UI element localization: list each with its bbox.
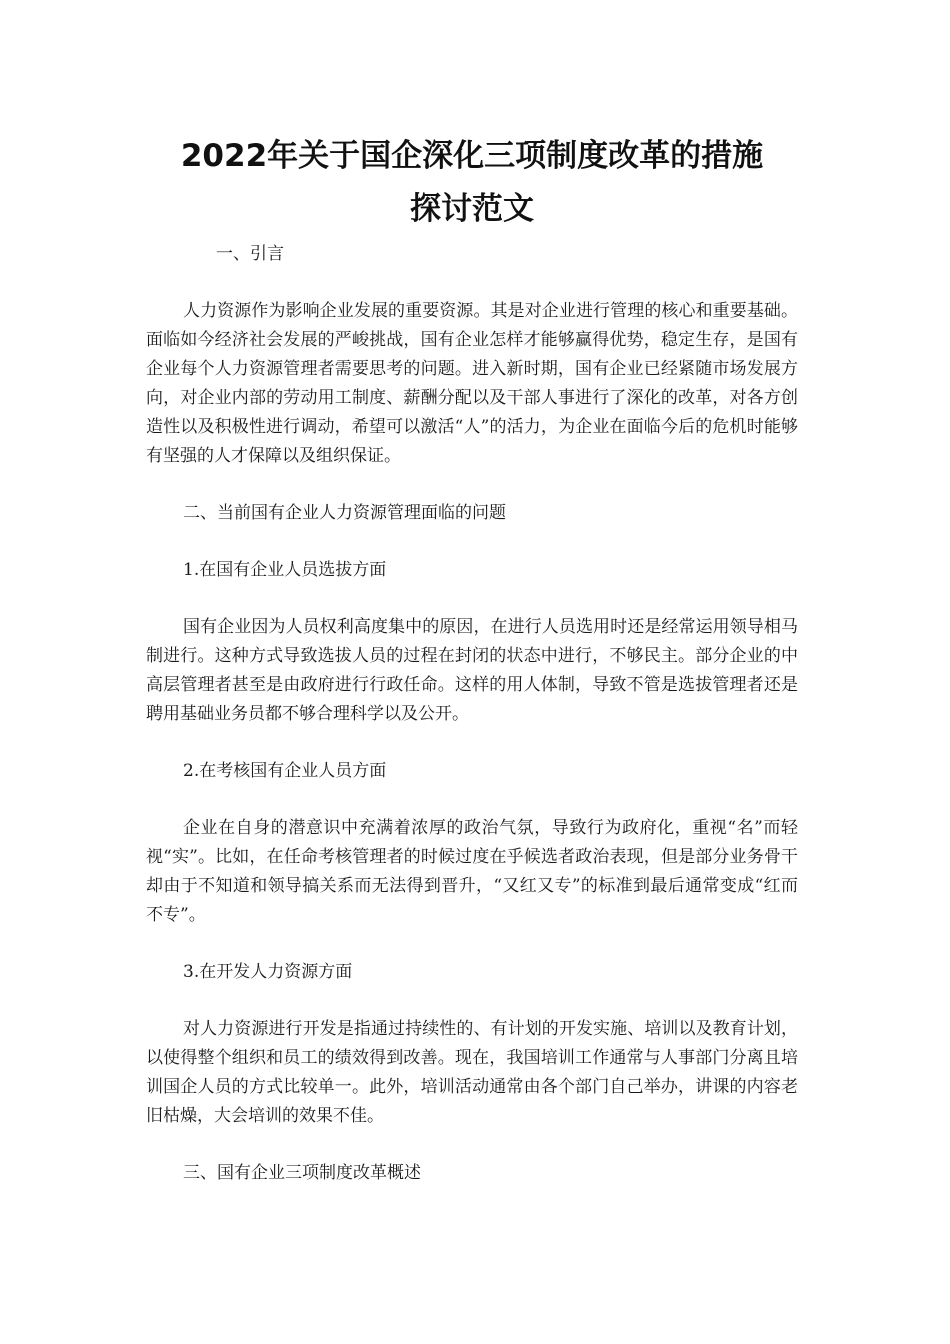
paragraph-selection: 国有企业因为人员权利高度集中的原因，在进行人员选用时还是经常运用领导相马制进行。这种方式导致选拔人员的过程在封闭的状态中进行，不够民主。部分企业的中高层管理者甚至是由政府进行行政任命。这样的用人体制，导致不管是选拔管理者还是聘用基础业务员都不够合理科学以及公开。 <box>146 617 798 724</box>
section-heading-problems: 二、当前国有企业人力资源管理面临的问题 <box>183 503 506 523</box>
title-line-1: 2022年关于国企深化三项制度改革的措施 <box>180 138 764 174</box>
document-page <box>146 130 798 1188</box>
subheading-development: 3.在开发人力资源方面 <box>183 962 353 982</box>
paragraph-intro: 人力资源作为影响企业发展的重要资源。其是对企业进行管理的核心和重要基础。面临如今经济社会发展的严峻挑战，国有企业怎样才能够赢得优势，稳定生存，是国有企业每个人力资源管理者需要思考的问题。进入新时期，国有企业已经紧随市场发展方向，对企业内部的劳动用工制度、薪酬分配以及干部人事进行了深化的改革，对各方创造性以及积极性进行调动，希望可以激活“人”的活力，为企业在面临今后的危机时能够有坚强的人才保障以及组织保证。 <box>146 301 798 466</box>
section-heading-intro: 一、引言 <box>216 244 284 264</box>
subheading-assessment: 2.在考核国有企业人员方面 <box>183 761 387 781</box>
subheading-selection: 1.在国有企业人员选拔方面 <box>183 560 387 580</box>
document-title <box>146 130 798 236</box>
title-line-2: 探讨范文 <box>410 191 534 227</box>
paragraph-development: 对人力资源进行开发是指通过持续性的、有计划的开发实施、培训以及教育计划，以使得整个组织和员工的绩效得到改善。现在，我国培训工作通常与人事部门分离且培训国企人员的方式比较单一。此外，培训活动通常由各个部门自己举办，讲课的内容老旧枯燥，大会培训的效果不佳。 <box>146 1019 798 1126</box>
section-heading-reform-overview: 三、国有企业三项制度改革概述 <box>183 1163 421 1183</box>
paragraph-assessment: 企业在自身的潜意识中充满着浓厚的政治气氛，导致行为政府化，重视“名”而轻视“实”。比如，在任命考核管理者的时候过度在乎候选者政治表现，但是部分业务骨干却由于不知道和领导搞关系而无法得到晋升，“又红又专”的标准到最后通常变成“红而不专”。 <box>146 818 798 925</box>
